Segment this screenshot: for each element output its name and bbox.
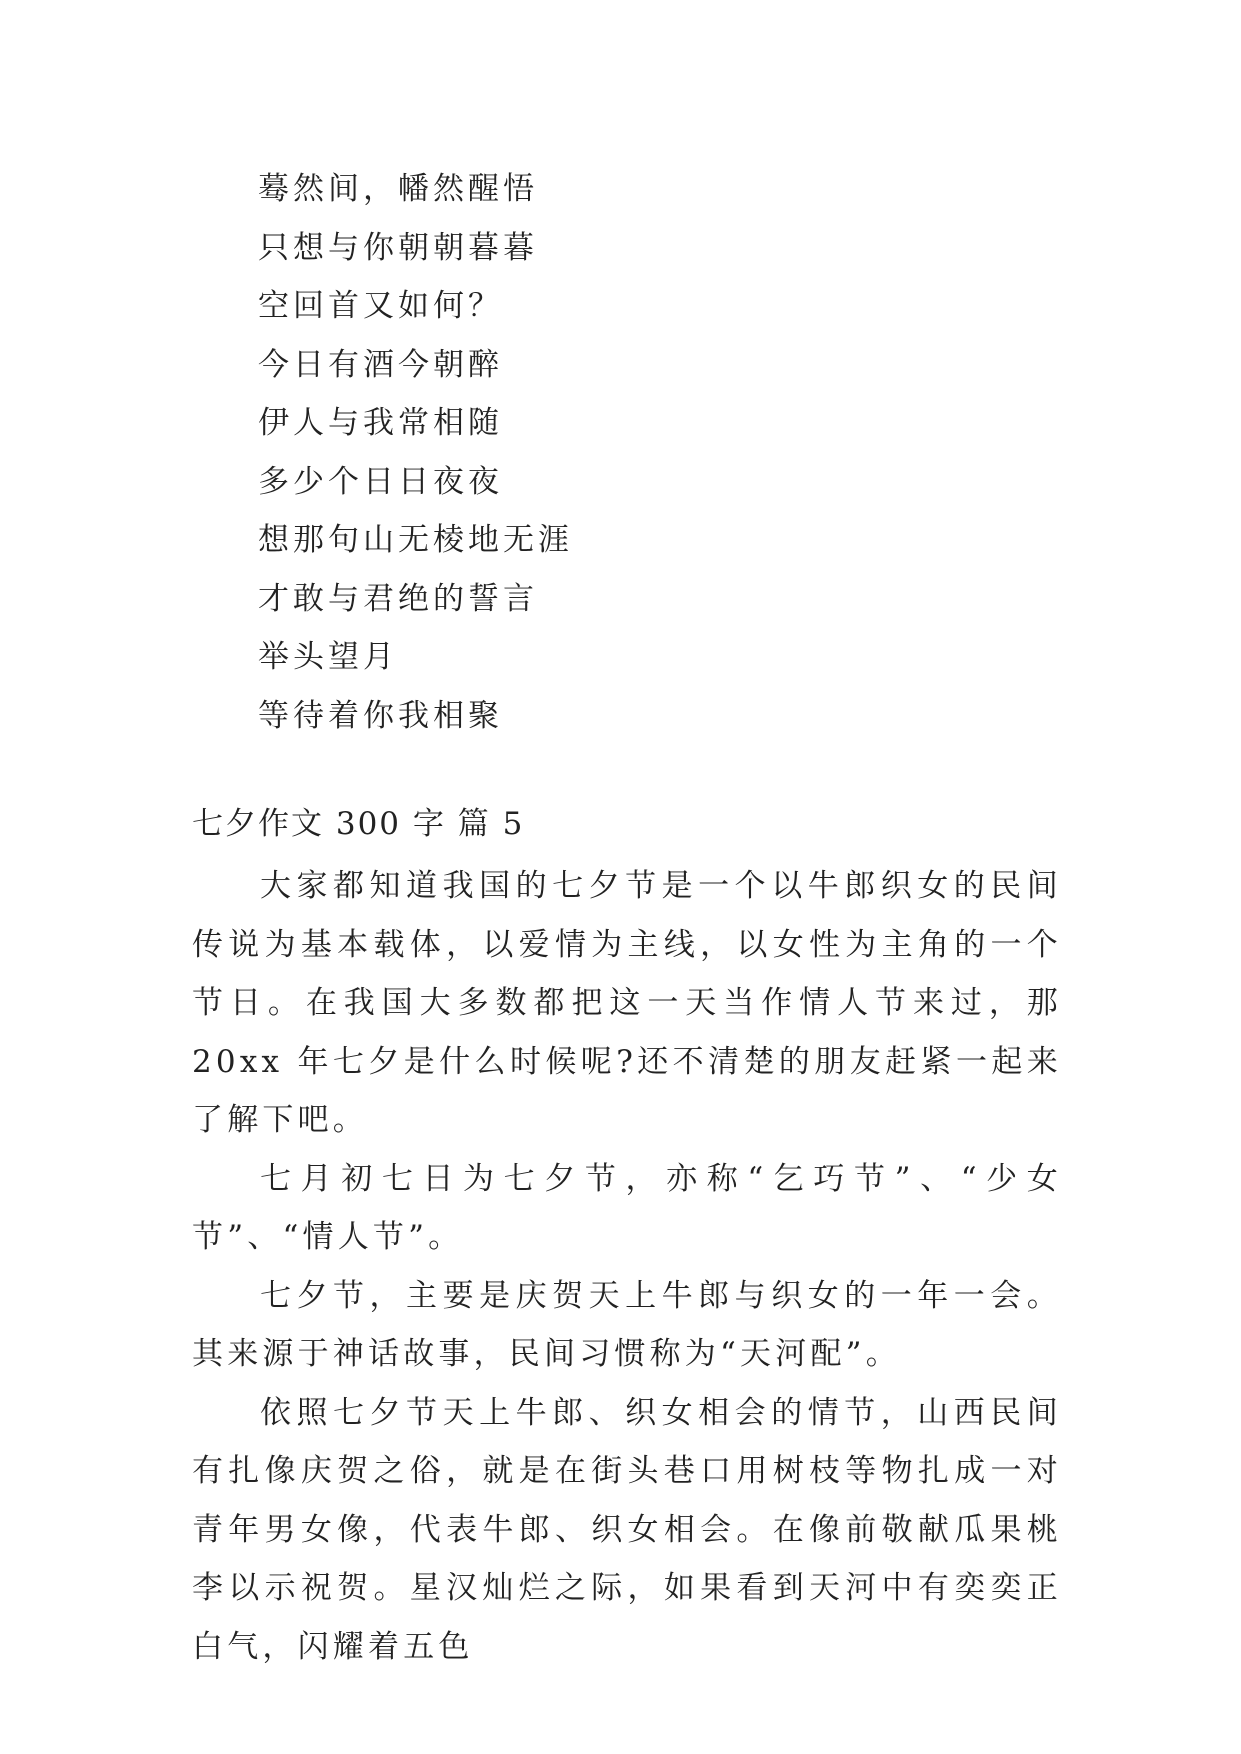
poem-line: 举头望月: [258, 639, 398, 675]
poem-line: 只想与你朝朝暮暮: [258, 229, 538, 266]
essay-paragraph: 七月初七日为七夕节，亦称“乞巧节”、“少女节”、“情人节”。: [192, 1160, 1062, 1255]
section-heading: 七夕作文 300 字 篇 5: [192, 806, 525, 842]
poem-line: 伊人与我常相随: [258, 405, 503, 441]
poem-line: 空回首又如何？: [258, 288, 503, 324]
poem-line: 多少个日日夜夜: [258, 463, 503, 500]
poem-line: 等待着你我相聚: [258, 697, 503, 734]
essay-paragraph: 七夕节，主要是庆贺天上牛郎与织女的一年一会。其来源于神话故事，民间习惯称为“天河配”。: [192, 1277, 1062, 1372]
poem-line: 蓦然间，幡然醒悟: [258, 171, 538, 207]
essay-body: [192, 857, 1062, 1676]
poem-line: 想那句山无棱地无涯: [258, 522, 573, 558]
poem-line: 才敢与君绝的誓言: [258, 580, 538, 617]
poem-block: [258, 160, 573, 745]
poem-line: 今日有酒今朝醉: [258, 346, 503, 383]
essay-paragraph: 依照七夕节天上牛郎、织女相会的情节，山西民间有扎像庆贺之俗，就是在街头巷口用树枝等物扎成一对青年男女像，代表牛郎、织女相会。在像前敬献瓜果桃李以示祝贺。星汉灿烂之际，如果看到天河中有奕奕正白气，闪耀着五色: [192, 1394, 1062, 1665]
essay-paragraph: 大家都知道我国的七夕节是一个以牛郎织女的民间传说为基本载体，以爱情为主线，以女性为主角的一个节日。在我国大多数都把这一天当作情人节来过，那 20xx 年七夕是什么时候呢?还不清楚的朋友赶紧一起来了解下吧。: [192, 868, 1062, 1138]
